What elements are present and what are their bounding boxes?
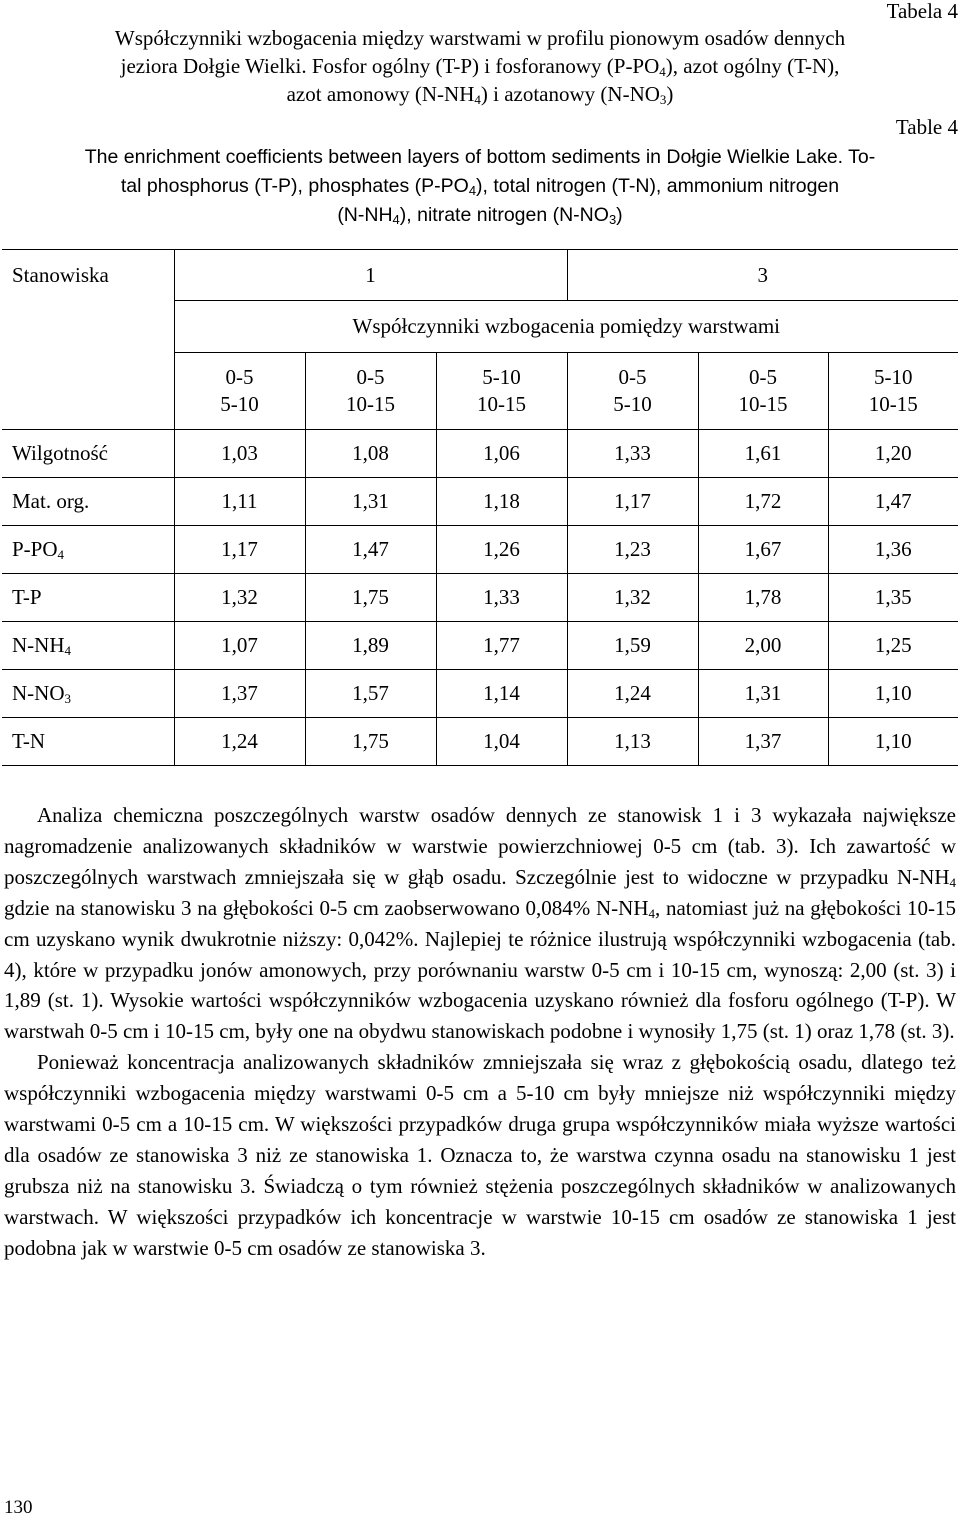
table-cell: 1,37 [174, 670, 305, 718]
table-cell: 1,31 [305, 478, 436, 526]
table-row [2, 478, 958, 526]
table-cell: 1,33 [567, 430, 698, 478]
table-row [2, 526, 958, 574]
caption-pl-line-2: jeziora Dołgie Wielki. Fosfor ogólny (T-P) i fosforanowy $(P-PO_4)$, azot ogólny (T-N), [120, 54, 840, 79]
table-cell: 1,57 [305, 670, 436, 718]
table-row [2, 718, 958, 766]
table-cell: 1,07 [174, 622, 305, 670]
table-cell: 1,20 [828, 430, 958, 478]
table-cell: 1,06 [436, 430, 567, 478]
row-label: T-N [2, 718, 174, 766]
station-1-header: 1 [174, 250, 567, 301]
table-cell: 1,77 [436, 622, 567, 670]
table-cell: 1,47 [305, 526, 436, 574]
table-cell: 1,04 [436, 718, 567, 766]
caption-pl [0, 24, 960, 108]
layer-header: 5-10 10-15 [868, 365, 918, 416]
layer-header: 0-5 10-15 [698, 353, 828, 430]
table-row [2, 670, 958, 718]
table-cell: 1,37 [698, 718, 828, 766]
caption-en-line-1: The enrichment coefficients between layers of bottom sediments in Dołgie Wielkie Lake. To- [84, 146, 876, 168]
table-label-pl: Tabela 4 [886, 0, 958, 23]
table-cell: 1,75 [305, 574, 436, 622]
table-cell: 1,36 [828, 526, 958, 574]
caption-en-line-2: tal phosphorus (T-P), phosphates $(P-PO_4)$, total nitrogen (T-N), ammonium nitrogen [120, 175, 840, 198]
table-cell: 1,10 [828, 670, 958, 718]
stub-cell [2, 301, 174, 353]
caption-pl-line-3: azot amonowy $(N-NH_4)$ i azotanowy $(N-NO_3)$ [286, 82, 674, 107]
table-cell: 1,67 [698, 526, 828, 574]
table-row [2, 574, 958, 622]
table-cell: 1,24 [174, 718, 305, 766]
table-cell: 1,17 [174, 526, 305, 574]
table-cell: 1,24 [567, 670, 698, 718]
row-label: $N-NO_3$ [2, 670, 174, 718]
table-row [2, 622, 958, 670]
table-cell: 1,18 [436, 478, 567, 526]
table-cell: 1,11 [174, 478, 305, 526]
page-number: 130 [4, 1497, 33, 1518]
table-cell: 1,78 [698, 574, 828, 622]
table-cell: 1,47 [828, 478, 958, 526]
layer-header: 0-5 5-10 [174, 353, 305, 430]
enrichment-table [2, 249, 958, 766]
caption-en-line-3: $(N-NH_4)$, nitrate nitrogen $(N-NO_3)$ [337, 204, 623, 227]
table-cell: 1,10 [828, 718, 958, 766]
row-label: $P-PO_4$ [2, 526, 174, 574]
row-label: Wilgotność [2, 430, 174, 478]
layer-header: 5-10 10-15 [436, 353, 567, 430]
table-cell: 1,59 [567, 622, 698, 670]
layer-header: 0-5 5-10 [567, 353, 698, 430]
table-cell: 1,89 [305, 622, 436, 670]
row-label: T-P [2, 574, 174, 622]
table-cell: 1,33 [436, 574, 567, 622]
span-header: Współczynniki wzbogacenia pomiędzy warstwami [174, 301, 958, 353]
paragraph-2: Ponieważ koncentracja analizowanych składników zmniejszała się wraz z głębokością osadu, dlatego też współczynniki wzbogacenia między warstwami 0-5 cm a 5-10 cm były mniejsze niż współczynniki między warstwami 0-5 cm a 10-15 cm. W większości przypadków druga grupa współczynników miała wyższe wartości dla osadów ze stanowiska 3 niż ze stanowiska 1. Oznacza to, że warstwa czynna osadu na stanowisku 1 jest grubsza niż na stanowisku 3. Świadczą o tym również stężenia poszczególnych składników w analizowanych warstwach. W większości przypadków ich koncentracje w warstwie 10-15 cm osadów ze stanowiska 1 jest podobna jak w warstwie 0-5 cm osadów ze stanowiska 3. [4, 1050, 956, 1260]
caption-en [0, 143, 960, 230]
table-cell: 1,03 [174, 430, 305, 478]
table-cell: 1,08 [305, 430, 436, 478]
paragraph-1: Analiza chemiczna poszczególnych warstw osadów dennych ze stanowisk 1 i 3 wykazała największe nagromadzenie analizowanych składników w warstwie powierzchniowej 0-5 cm (tab. 3). Ich zawartość w poszczególnych warstwach zmniejszała się w głąb osadu. Szczególnie jest to widoczne w przypadku $N-NH_4$ gdzie na stanowisku 3 na głębokości 0-5 cm zaobserwowano 0,084% $N-NH_4$, natomiast już na głębokości 10-15 cm uzyskano wynik dwukrotnie niższy: 0,042%. Najlepiej te różnice ilustrują współczynniki wzbogacenia (tab. 4), które w przypadku jonów amonowych, przy porównaniu warstw 0-5 cm i 10-15 cm, wynoszą: 2,00 (st. 3) i 1,89 (st. 1). Wysokie wartości współczynników wzbogacenia uzyskano również dla fosforu ogólnego (T-P). W warstwah 0-5 cm i 10-15 cm, były one na obydwu stanowiskach podobne i wynosiły 1,75 (st. 1) oraz 1,78 (st. 3). [4, 803, 956, 1044]
body-text [4, 800, 956, 1264]
table-cell: 1,31 [698, 670, 828, 718]
table-cell: 1,23 [567, 526, 698, 574]
table-cell: 1,61 [698, 430, 828, 478]
table-cell: 1,32 [567, 574, 698, 622]
table-cell: 1,75 [305, 718, 436, 766]
caption-pl-line-1: Współczynniki wzbogacenia między warstwami w profilu pionowym osadów dennych [114, 26, 846, 50]
row-label: $N-NH_4$ [2, 622, 174, 670]
row-label: Mat. org. [2, 478, 174, 526]
station-3-header: 3 [567, 250, 958, 301]
table-cell: 1,32 [174, 574, 305, 622]
table-label-en: Table 4 [895, 115, 958, 139]
layer-header: 0-5 10-15 [305, 353, 436, 430]
table-cell: 2,00 [698, 622, 828, 670]
table-cell: 1,13 [567, 718, 698, 766]
table-cell: 1,17 [567, 478, 698, 526]
stub-header: Stanowiska [2, 250, 174, 301]
table-cell: 1,35 [828, 574, 958, 622]
stub-cell [2, 353, 174, 430]
table-cell: 1,72 [698, 478, 828, 526]
table-cell: 1,14 [436, 670, 567, 718]
table-cell: 1,26 [436, 526, 567, 574]
table-cell: 1,25 [828, 622, 958, 670]
table-row [2, 430, 958, 478]
